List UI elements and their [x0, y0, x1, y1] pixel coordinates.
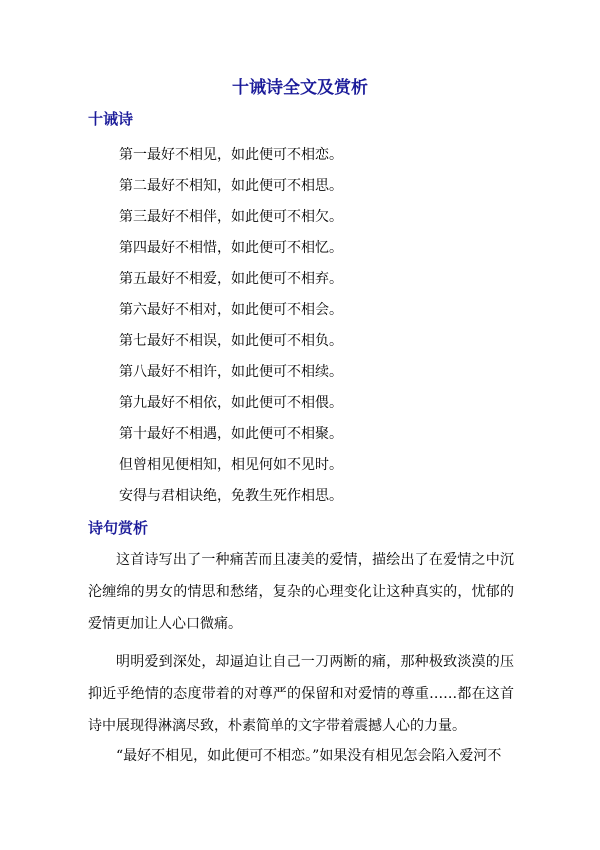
poem-line: 第九最好不相依，如此便可不相偎。	[119, 395, 343, 411]
poem-line: 第三最好不相伴，如此便可不相欠。	[119, 209, 343, 225]
poem-line: 第十最好不相遇，如此便可不相聚。	[119, 426, 343, 442]
analysis-paragraph: 明明爱到深处，却逼迫让自己一刀两断的痛，那种极致淡漠的压抑近乎绝情的态度带着的对尊严的保留和对爱情的尊重……都在这首诗中展现得淋漓尽致，朴素简单的文字带着震撼人心的力量。	[88, 654, 514, 734]
poem-lines	[119, 145, 343, 517]
analysis-paragraph: 这首诗写出了一种痛苦而且凄美的爱情，描绘出了在爱情之中沉沦缠绵的男女的情思和愁绪，复杂的心理变化让这种真实的，忧郁的爱情更加让人心口微痛。	[88, 552, 514, 632]
poem-line: 第二最好不相知，如此便可不相思。	[119, 178, 343, 194]
document-title: 十诫诗全文及赏析	[232, 78, 368, 98]
poem-line: 安得与君相诀绝，免教生死作相思。	[119, 488, 343, 504]
analysis-paragraph: “最好不相见，如此便可不相恋。”如果没有相见怎会陷入爱河不	[116, 748, 502, 764]
poem-line: 第一最好不相见，如此便可不相恋。	[119, 147, 343, 163]
poem-line: 第七最好不相误，如此便可不相负。	[119, 333, 343, 349]
poem-line: 第五最好不相爱，如此便可不相弃。	[119, 271, 343, 287]
poem-line: 第八最好不相许，如此便可不相续。	[119, 364, 343, 380]
poem-line: 第六最好不相对，如此便可不相会。	[119, 302, 343, 318]
poem-line: 但曾相见便相知，相见何如不见时。	[119, 457, 343, 473]
section-heading-poem: 十诫诗	[88, 110, 134, 128]
section-heading-analysis: 诗句赏析	[88, 519, 149, 537]
poem-line: 第四最好不相惜，如此便可不相忆。	[119, 240, 343, 256]
